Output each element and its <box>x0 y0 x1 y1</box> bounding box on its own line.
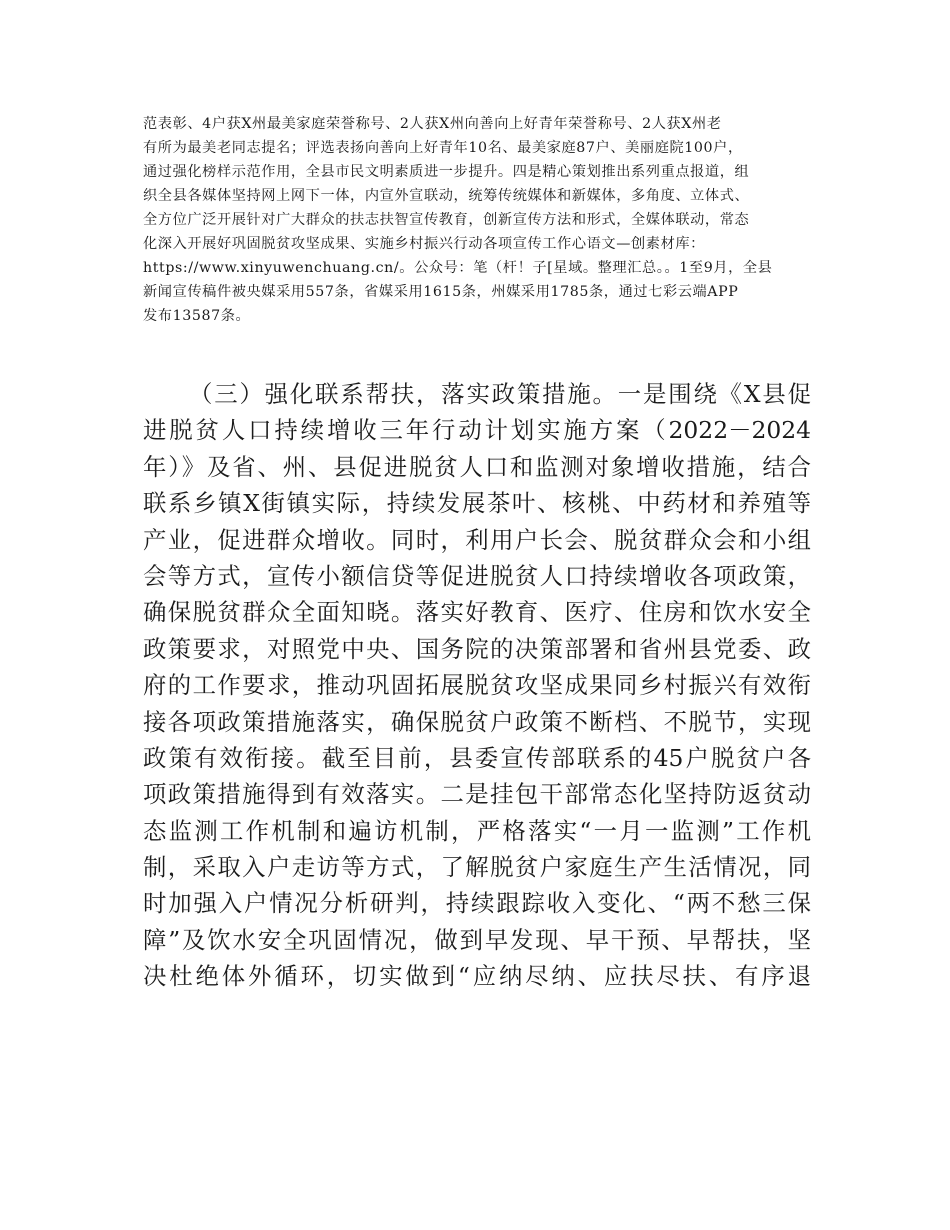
text-line: 全方位广泛开展针对广大群众的扶志扶智宣传教育，创新宣传方法和形式，全媒体联动，常态 <box>143 212 750 228</box>
text-line: 年）》及省、州、县促进脱贫人口和监测对象增收措施，结合 <box>143 452 811 481</box>
text-line: 发布13587条。 <box>143 308 251 324</box>
text-line: 新闻宣传稿件被央媒采用557条，省媒采用1615条，州媒采用1785条，通过七彩云端APP <box>143 284 739 300</box>
text-line: 会等方式，宣传小额信贷等促进脱贫人口持续增收各项政策， <box>143 561 811 590</box>
text-line: 范表彰、4户获X州最美家庭荣誉称号、2人获X州向善向上好青年荣誉称号、2人获X州老 <box>143 116 722 132</box>
text-line: 政策有效衔接。截至目前，县委宣传部联系的45户脱贫户各 <box>143 743 811 772</box>
text-line: 有所为最美老同志提名；评选表扬向善向上好青年10名、最美家庭87户、美丽庭院100户， <box>143 140 743 156</box>
text-line: 障”及饮水安全巩固情况，做到早发现、早干预、早帮扶，坚 <box>143 925 811 954</box>
text-line: 通过强化榜样示范作用，全县市民文明素质进一步提升。四是精心策划推出系列重点报道，组 <box>143 164 750 180</box>
text-line: 制，采取入户走访等方式，了解脱贫户家庭生产生活情况，同 <box>143 853 811 882</box>
text-line: 政策要求，对照党中央、国务院的决策部署和省州县党委、政 <box>143 634 811 663</box>
text-line: 化深入开展好巩固脱贫攻坚成果、实施乡村振兴行动各项宣传工作心语文—创素材库： <box>143 236 705 252</box>
text-line: 织全县各媒体坚持网上网下一体，内宣外宣联动，统筹传统媒体和新媒体，多角度、立体式、 <box>143 188 750 204</box>
text-line: 进脱贫人口持续增收三年行动计划实施方案（2022－2024 <box>143 416 811 445</box>
text-line: 联系乡镇X街镇实际，持续发展茶叶、核桃、中药材和养殖等 <box>143 489 811 518</box>
text-line: 态监测工作机制和遍访机制，严格落实“一月一监测”工作机 <box>143 816 811 845</box>
text-line: 确保脱贫群众全面知晓。落实好教育、医疗、住房和饮水安全 <box>143 598 811 627</box>
text-line: 时加强入户情况分析研判，持续跟踪收入变化、“两不愁三保 <box>143 889 811 918</box>
continued-paragraph <box>143 112 811 328</box>
text-line: 接各项政策措施落实，确保脱贫户政策不断档、不脱节，实现 <box>143 707 811 736</box>
text-line: 府的工作要求，推动巩固拓展脱贫攻坚成果同乡村振兴有效衔 <box>143 671 811 700</box>
section-three-paragraph <box>143 376 811 995</box>
text-line: https://www.xinyuwenchuang.cn/。公众号：笔（杆！子[星域。整理汇总。。1至9月，全县 <box>143 260 773 276</box>
text-line: 决杜绝体外循环，切实做到“应纳尽纳、应扶尽扶、有序退 <box>143 962 811 991</box>
text-line: 产业，促进群众增收。同时，利用户长会、脱贫群众会和小组 <box>143 525 811 554</box>
text-line: 项政策措施得到有效落实。二是挂包干部常态化坚持防返贫动 <box>143 780 811 809</box>
text-line: （三）强化联系帮扶，落实政策措施。一是围绕《X县促 <box>189 380 811 408</box>
